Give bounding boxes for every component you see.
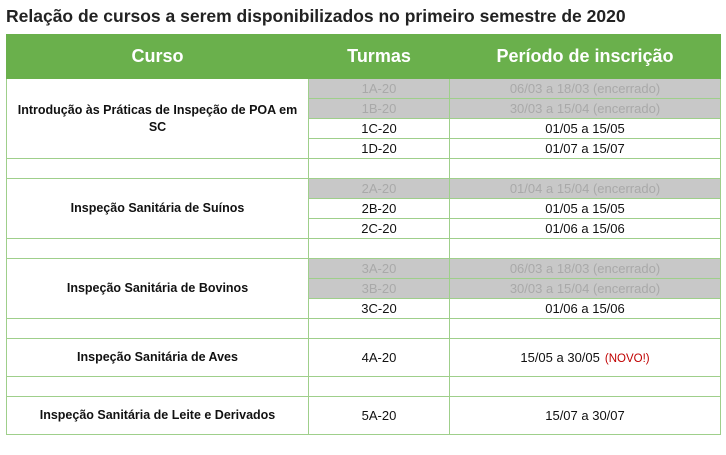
class-code: 2C-20 xyxy=(309,219,450,239)
enrollment-period xyxy=(450,199,721,219)
class-code: 1B-20 xyxy=(309,99,450,119)
period-text: 01/07 a 15/07 xyxy=(545,141,625,156)
course-name: Inspeção Sanitária de Aves xyxy=(7,339,309,377)
period-text: 30/03 a 15/04 (encerrado) xyxy=(509,281,661,296)
period-text: 01/06 a 15/06 xyxy=(545,221,625,236)
enrollment-period xyxy=(450,119,721,139)
spacer-row xyxy=(7,239,721,259)
period-text: 15/05 a 30/05 xyxy=(520,350,600,365)
course-name: Inspeção Sanitária de Leite e Derivados xyxy=(7,397,309,435)
class-code: 1C-20 xyxy=(309,119,450,139)
spacer-row xyxy=(7,377,721,397)
empty-cell xyxy=(309,319,450,339)
empty-cell xyxy=(309,239,450,259)
enrollment-period xyxy=(450,219,721,239)
enrollment-period xyxy=(450,99,721,119)
course-name: Inspeção Sanitária de Suínos xyxy=(7,179,309,239)
enrollment-period xyxy=(450,279,721,299)
course-name: Inspeção Sanitária de Bovinos xyxy=(7,259,309,319)
header-classes: Turmas xyxy=(309,35,450,79)
page-title: Relação de cursos a serem disponibilizados no primeiro semestre de 2020 xyxy=(6,6,626,26)
enrollment-period xyxy=(450,139,721,159)
empty-cell xyxy=(450,377,721,397)
empty-cell xyxy=(309,377,450,397)
empty-cell xyxy=(309,159,450,179)
empty-cell xyxy=(7,377,309,397)
enrollment-period xyxy=(450,79,721,99)
period-text: 01/05 a 15/05 xyxy=(545,121,625,136)
period-text: 06/03 a 18/03 (encerrado) xyxy=(509,81,661,96)
courses-table xyxy=(6,34,721,435)
enrollment-period xyxy=(450,179,721,199)
table-row xyxy=(7,339,721,377)
empty-cell xyxy=(7,319,309,339)
class-code: 1D-20 xyxy=(309,139,450,159)
period-text: 01/06 a 15/06 xyxy=(545,301,625,316)
table-header-row xyxy=(7,35,721,79)
table-row xyxy=(7,259,721,279)
header-course: Curso xyxy=(7,35,309,79)
class-code: 2B-20 xyxy=(309,199,450,219)
spacer-row xyxy=(7,159,721,179)
class-code: 2A-20 xyxy=(309,179,450,199)
enrollment-period xyxy=(450,299,721,319)
enrollment-period xyxy=(450,339,721,377)
period-text: 01/05 a 15/05 xyxy=(545,201,625,216)
table-row xyxy=(7,79,721,99)
class-code: 4A-20 xyxy=(309,339,450,377)
class-code: 3A-20 xyxy=(309,259,450,279)
course-name: Introdução às Práticas de Inspeção de POA em SC xyxy=(7,79,309,159)
table-row xyxy=(7,397,721,435)
empty-cell xyxy=(7,159,309,179)
enrollment-period xyxy=(450,397,721,435)
table-row xyxy=(7,179,721,199)
class-code: 3B-20 xyxy=(309,279,450,299)
empty-cell xyxy=(450,159,721,179)
empty-cell xyxy=(450,319,721,339)
period-text: 15/07 a 30/07 xyxy=(545,408,625,423)
period-text: 06/03 a 18/03 (encerrado) xyxy=(509,261,661,276)
class-code: 1A-20 xyxy=(309,79,450,99)
courses-table-body xyxy=(7,79,721,435)
spacer-row xyxy=(7,319,721,339)
class-code: 5A-20 xyxy=(309,397,450,435)
empty-cell xyxy=(450,239,721,259)
period-text: 30/03 a 15/04 (encerrado) xyxy=(509,101,661,116)
new-badge: (NOVO!) xyxy=(604,353,650,365)
class-code: 3C-20 xyxy=(309,299,450,319)
header-period: Período de inscrição xyxy=(450,35,721,79)
period-text: 01/04 a 15/04 (encerrado) xyxy=(509,181,661,196)
enrollment-period xyxy=(450,259,721,279)
empty-cell xyxy=(7,239,309,259)
